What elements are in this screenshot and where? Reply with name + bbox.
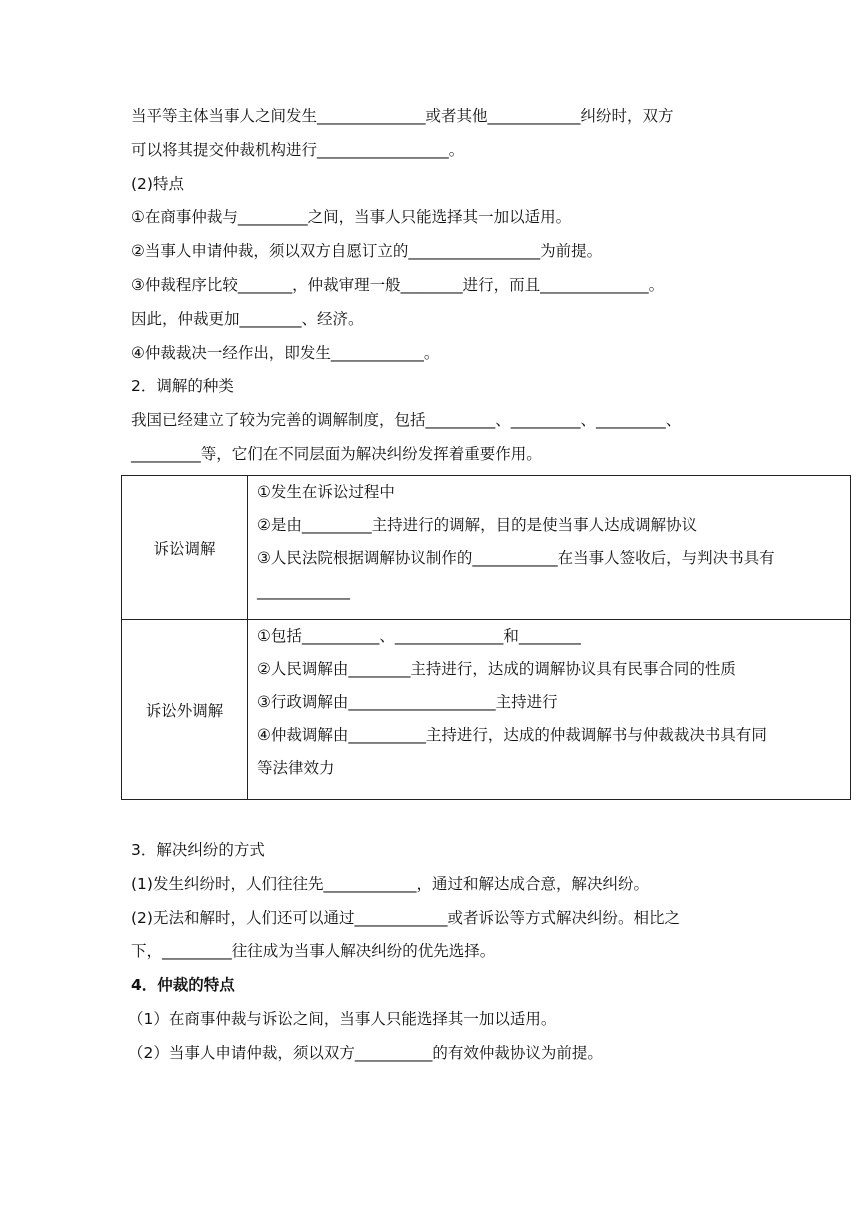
section-heading: 4．仲裁的特点 [131,976,235,994]
cell-line: ②是由_________主持进行的调解，目的是使当事人达成调解协议 [257,516,698,534]
text-line: ④仲裁裁决一经作出，即发生____________。 [131,344,440,362]
text-line: ②当事人申请仲裁，须以双方自愿订立的_________________为前提。 [131,242,603,260]
cell-line: ④仲裁调解由__________主持进行，达成的仲裁调解书与仲裁裁决书具有同 [257,726,767,744]
row-content [248,476,851,620]
row-label: 诉讼调解 [122,476,248,620]
cell-line: ③人民法院根据调解协议制作的___________在当事人签收后，与判决书具有 [257,549,775,567]
section-subheading: (2)特点 [131,175,184,193]
text-line: (2)无法和解时，人们还可以通过____________或者诉讼等方式解决纠纷。相比之 [131,909,680,927]
cell-line: ____________ [257,582,350,600]
text-line: 可以将其提交仲裁机构进行_________________。 [131,141,465,159]
cell-line: ②人民调解由________主持进行，达成的调解协议具有民事合同的性质 [257,660,736,678]
text-line: （1）在商事仲裁与诉讼之间，当事人只能选择其一加以适用。 [128,1010,557,1028]
cell-line: ③行政调解由___________________主持进行 [257,693,558,711]
text-line: （2）当事人申请仲裁，须以双方__________的有效仲裁协议为前提。 [128,1044,603,1062]
table-row [122,476,851,620]
cell-line: ①发生在诉讼过程中 [257,483,395,501]
text-line: _________等，它们在不同层面为解决纠纷发挥着重要作用。 [131,445,542,463]
mediation-types-table [121,475,851,800]
text-line: (1)发生纠纷时，人们往往先____________，通过和解达成合意，解决纠纷。 [131,875,649,893]
row-content [248,620,851,800]
cell-line: 等法律效力 [257,759,335,777]
text-line: ①在商事仲裁与_________之间，当事人只能选择其一加以适用。 [131,208,572,226]
row-label: 诉讼外调解 [122,620,248,800]
text-line: 下，_________往往成为当事人解决纠纷的优先选择。 [131,942,496,960]
text-line: 我国已经建立了较为完善的调解制度，包括_________、_________、_________、 [131,411,682,429]
text-line: 因此，仲裁更加________、经济。 [131,310,364,328]
text-line: ③仲裁程序比较_______，仲裁审理一般________进行，而且______________。 [131,276,665,294]
section-heading: 3．解决纠纷的方式 [131,841,265,859]
text-line: 当平等主体当事人之间发生______________或者其他____________纠纷时，双方 [131,107,674,125]
cell-line: ①包括__________、______________和________ [257,627,581,645]
section-heading: 2．调解的种类 [131,377,234,395]
table-row [122,620,851,800]
